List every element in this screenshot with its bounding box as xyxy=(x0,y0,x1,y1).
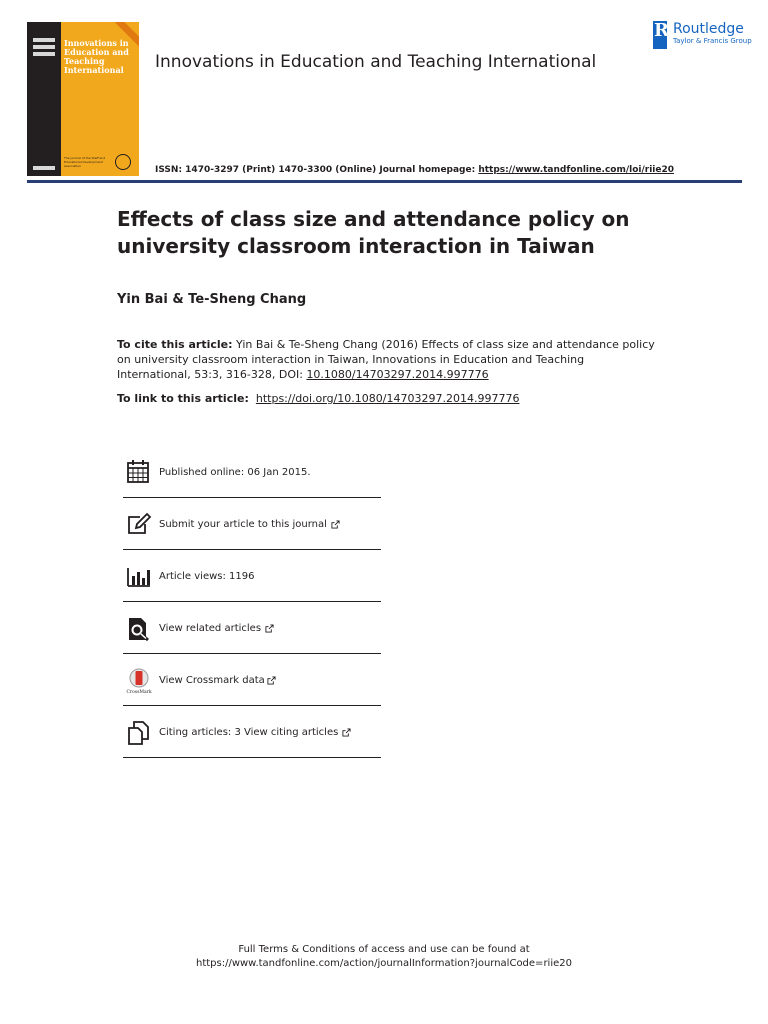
crossmark-item[interactable] xyxy=(123,654,381,706)
external-link-icon xyxy=(265,624,274,633)
related-articles-item[interactable] xyxy=(123,602,381,654)
citation-text: Yin Bai & Te-Sheng Chang (2016) Effects of class size and attendance policy on university classroom interaction in Taiwan, Innovations in Education and Teaching International, 53:3, 316-328, DOI: xyxy=(117,338,655,381)
doi-link[interactable]: 10.1080/14703297.2014.997776 xyxy=(306,368,489,381)
cover-title: Innovations in Education and Teaching International xyxy=(64,38,129,75)
external-link-icon xyxy=(267,676,276,685)
issn-line xyxy=(155,165,674,175)
article-views-count: Article views: 1196 xyxy=(159,571,255,582)
article-info-list xyxy=(123,445,381,758)
bar-chart-icon xyxy=(126,564,152,590)
submit-article-item[interactable] xyxy=(123,498,381,550)
publisher-logo[interactable] xyxy=(653,21,752,49)
crossmark-icon xyxy=(126,668,152,694)
publisher-name: Routledge xyxy=(673,21,744,37)
article-title: Effects of class size and attendance policy on university classroom interaction in Taiwan xyxy=(117,207,630,258)
article-authors: Yin Bai & Te-Sheng Chang xyxy=(117,292,307,307)
citing-articles-link[interactable]: Citing articles: 3 View citing articles xyxy=(159,727,339,738)
journal-cover xyxy=(27,22,139,176)
external-link-icon xyxy=(342,728,351,737)
journal-homepage-link[interactable]: https://www.tandfonline.com/loi/riie20 xyxy=(478,165,675,175)
citation-label: To cite this article: xyxy=(117,338,233,351)
cover-blurb: The journal of the Staff and Educational Development Association xyxy=(64,156,106,168)
citation-block xyxy=(117,337,657,382)
issn-text: ISSN: 1470-3297 (Print) 1470-3300 (Online) Journal homepage: xyxy=(155,165,479,175)
header-divider xyxy=(27,180,742,183)
link-label: To link to this article: xyxy=(117,392,249,405)
publisher-subtitle: Taylor & Francis Group xyxy=(673,37,752,45)
cover-spine xyxy=(27,22,61,176)
routledge-r-icon: R xyxy=(653,21,667,49)
submit-article-link[interactable]: Submit your article to this journal xyxy=(159,519,327,530)
footer-terms-url[interactable]: https://www.tandfonline.com/action/journalInformation?journalCode=riie20 xyxy=(195,958,572,969)
external-link-icon xyxy=(331,520,340,529)
footer-terms-text: Full Terms & Conditions of access and use can be found at xyxy=(238,944,530,955)
citing-articles-item[interactable] xyxy=(123,706,381,758)
crossmark-link[interactable]: View Crossmark data xyxy=(159,675,265,686)
citing-documents-icon xyxy=(126,720,152,746)
published-date: Published online: 06 Jan 2015. xyxy=(159,466,311,478)
calendar-icon xyxy=(126,459,152,485)
journal-name: Innovations in Education and Teaching International xyxy=(155,52,597,72)
document-search-icon xyxy=(126,616,152,642)
published-item xyxy=(123,445,381,498)
cover-seal-icon xyxy=(115,154,131,170)
related-articles-link[interactable]: View related articles xyxy=(159,623,262,634)
terms-footer xyxy=(0,943,768,971)
edit-icon xyxy=(126,512,152,538)
article-views-item xyxy=(123,550,381,602)
cover-front xyxy=(61,22,139,176)
crossmark-caption: CrossMark xyxy=(126,689,152,694)
article-doi-url[interactable]: https://doi.org/10.1080/14703297.2014.997776 xyxy=(255,392,520,405)
article-link-block xyxy=(117,391,677,406)
